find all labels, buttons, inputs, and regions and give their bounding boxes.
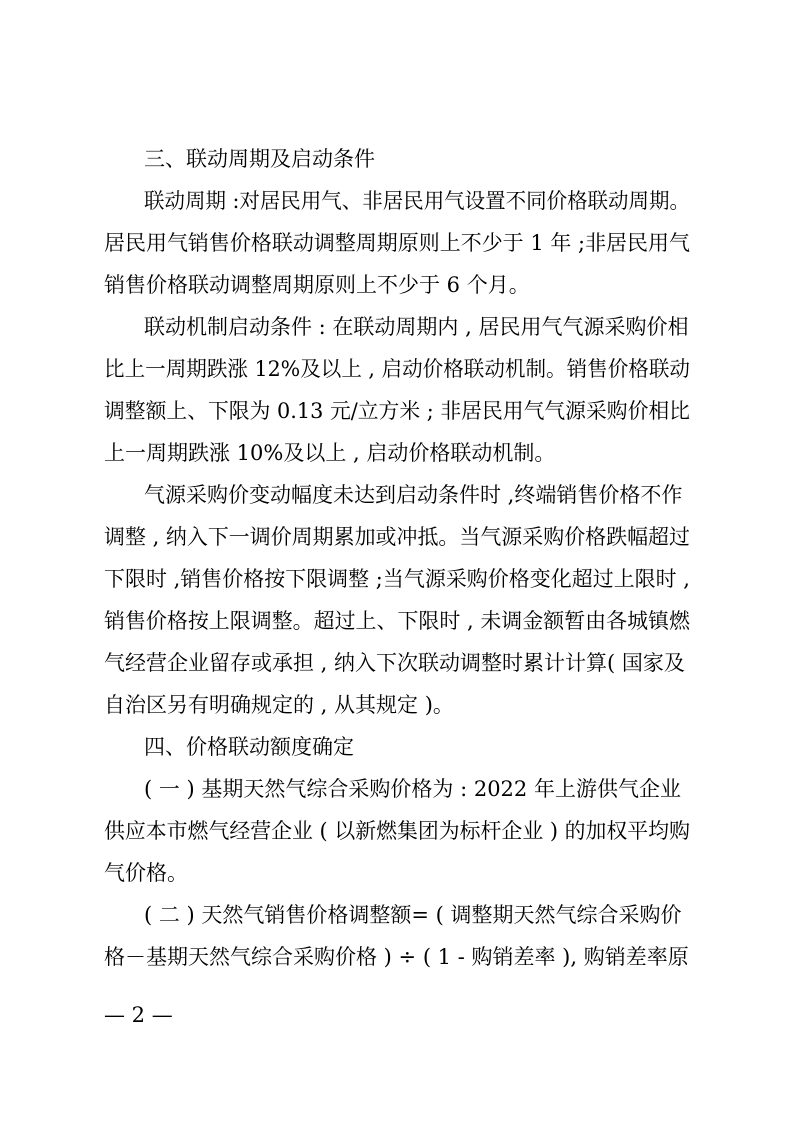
paragraph-line: 销售价格按上限调整。超过上、下限时 , 未调金额暂由各城镇燃 [104,609,690,633]
page-number: — 2 — [104,1003,173,1027]
text-line [0,480,793,510]
text-line [0,606,793,636]
text-line [0,732,793,762]
paragraph-line: 供应本市燃气经营企业 ( 以新燃集团为标杆企业 ) 的加权平均购 [104,819,690,843]
text-line [0,312,793,342]
text-line [0,228,793,258]
paragraph-line: 气源采购价变动幅度未达到启动条件时 ,终端销售价格不作 [144,483,683,507]
paragraph-line: ( 一 ) 基期天然气综合采购价格为 : 2022 年上游供气企业 [144,777,681,801]
paragraph-line: 下限时 ,销售价格按下限调整 ;当气源采购价格变化超过上限时 , [104,567,690,591]
paragraph-line: 气经营企业留存或承担 , 纳入下次联动调整时累计计算( 国家及 [104,651,685,675]
section-heading-4: 四、价格联动额度确定 [144,735,354,759]
text-line [0,438,793,468]
text-line [0,690,793,720]
text-line [0,816,793,846]
text-line [0,564,793,594]
paragraph-line: 比上一周期跌涨 12%及以上 , 启动价格联动机制。销售价格联动 [104,357,690,381]
text-line [0,144,793,174]
paragraph-line: 调整 , 纳入下一调价周期累加或冲抵。当气源采购价格跌幅超过 [104,525,690,549]
text-line [0,270,793,300]
text-line [0,900,793,930]
text-line [0,648,793,678]
paragraph-line: 销售价格联动调整周期原则上不少于 6 个月。 [104,273,530,297]
text-line [0,858,793,888]
text-line [0,186,793,216]
paragraph-line: 上一周期跌涨 10%及以上 , 启动价格联动机制。 [104,441,556,465]
paragraph-line: 调整额上、下限为 0.13 元/立方米 ; 非居民用气气源采购价相比 [104,399,690,423]
text-line [0,942,793,972]
paragraph-line: 联动周期 :对居民用气、非居民用气设置不同价格联动周期。 [144,189,690,213]
paragraph-line: 联动机制启动条件 : 在联动周期内 , 居民用气气源采购价相 [144,315,689,339]
paragraph-line: ( 二 ) 天然气销售价格调整额= ( 调整期天然气综合采购价 [144,903,682,927]
text-line [0,354,793,384]
text-line [0,774,793,804]
text-line [0,522,793,552]
paragraph-line: 自治区另有明确规定的 , 从其规定 )。 [104,693,454,717]
paragraph-line: 居民用气销售价格联动调整周期原则上不少于 1 年 ;非居民用气 [104,231,690,255]
section-heading-3: 三、联动周期及启动条件 [144,147,375,171]
paragraph-line: 气价格。 [104,861,188,885]
text-line [0,396,793,426]
paragraph-line: 格－基期天然气综合采购价格 ) ÷ ( 1 - 购销差率 ), 购销差率原 [104,945,689,969]
